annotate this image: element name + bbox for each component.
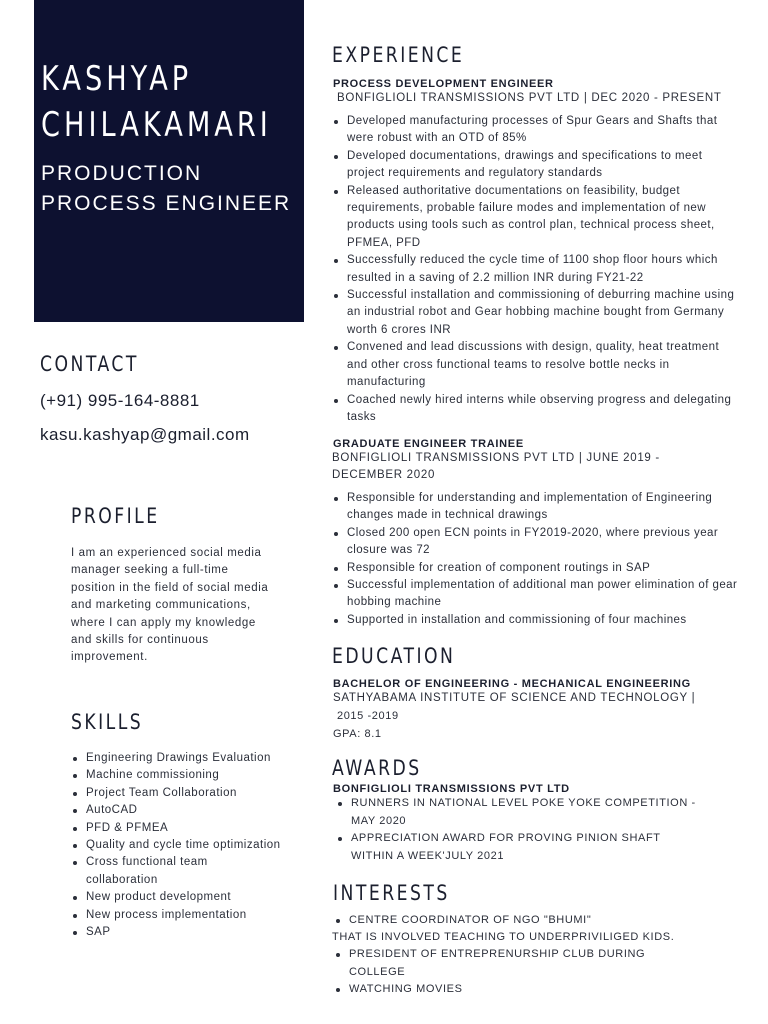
interests-heading: INTERESTS: [333, 881, 450, 905]
list-item: Supported in installation and commissioning of four machines: [333, 612, 743, 629]
job-org: BONFIGLIOLI TRANSMISSIONS PVT LTD | DEC 2020 - PRESENT: [337, 92, 722, 104]
list-item: Convened and lead discussions with design, quality, heat treatment and other cross functional teams to resolve bottle necks in manufacturing: [333, 339, 743, 391]
education-years: 2015 -2019: [337, 710, 399, 722]
list-item: Successful installation and commissioning of deburring machine using an industrial robot and Gear hobbing machine bought from Germany worth 6 crores INR: [333, 287, 743, 339]
list-item: Responsible for creation of component routings in SAP: [333, 560, 743, 577]
list-item: WATCHING MOVIES: [335, 981, 665, 999]
education-heading: EDUCATION: [332, 644, 456, 668]
list-item: Engineering Drawings Evaluation: [72, 750, 282, 767]
interest-continuation: THAT IS INVOLVED TEACHING TO UNDERPRIVILIGED KIDS.: [332, 931, 675, 943]
email-address: kasu.kashyap@gmail.com: [40, 425, 250, 444]
education-gpa: GPA: 8.1: [333, 728, 382, 740]
skills-list: [72, 750, 282, 941]
first-name: KASHYAP: [41, 59, 193, 99]
interests-list-1: [335, 912, 715, 930]
job-org: BONFIGLIOLI TRANSMISSIONS PVT LTD | JUNE 2019 - DECEMBER 2020: [332, 452, 660, 482]
contact-heading: CONTACT: [40, 352, 139, 376]
profile-heading: PROFILE: [71, 504, 160, 528]
list-item: Successful implementation of additional man power elimination of gear hobbing machine: [333, 577, 743, 612]
skills-heading: SKILLS: [71, 710, 144, 734]
list-item: AutoCAD: [72, 802, 282, 819]
interests-list-2: [335, 946, 665, 999]
job-bullets: [333, 113, 743, 426]
list-item: Coached newly hired interns while observing progress and delegating tasks: [333, 392, 743, 427]
job-title: PROCESS DEVELOPMENT ENGINEER: [333, 78, 554, 90]
list-item: RUNNERS IN NATIONAL LEVEL POKE YOKE COMPETITION - MAY 2020: [337, 795, 697, 830]
awards-org: BONFIGLIOLI TRANSMISSIONS PVT LTD: [333, 783, 570, 795]
institute-name: SATHYABAMA INSTITUTE OF SCIENCE AND TECHNOLOGY |: [333, 692, 696, 704]
phone-number: (+91) 995-164-8881: [40, 391, 200, 410]
list-item: New process implementation: [72, 907, 282, 924]
list-item: Responsible for understanding and implementation of Engineering changes made in technical drawings: [333, 490, 743, 525]
list-item: Released authoritative documentations on feasibility, budget requirements, probable failure modes and implementation of new products using tools such as control plan, technical process sheet, PFMEA, PFD: [333, 183, 743, 253]
experience-heading: EXPERIENCE: [332, 43, 465, 67]
degree-title: BACHELOR OF ENGINEERING - MECHANICAL ENGINEERING: [333, 678, 691, 690]
awards-heading: AWARDS: [332, 756, 422, 780]
list-item: PRESIDENT OF ENTREPRENURSHIP CLUB DURING COLLEGE: [335, 946, 665, 981]
last-name: CHILAKAMARI: [41, 105, 272, 145]
list-item: Cross functional team collaboration: [72, 854, 282, 889]
job-bullets: [333, 490, 743, 629]
job-title-line1: PRODUCTION: [41, 162, 203, 185]
list-item: Closed 200 open ECN points in FY2019-2020, where previous year closure was 72: [333, 525, 743, 560]
name-header-block: [34, 0, 304, 322]
list-item: Machine commissioning: [72, 767, 282, 784]
list-item: Developed documentations, drawings and specifications to meet project requirements and regulatory standards: [333, 148, 743, 183]
awards-list: [337, 795, 697, 865]
list-item: New product development: [72, 889, 282, 906]
list-item: CENTRE COORDINATOR OF NGO "BHUMI": [335, 912, 715, 930]
list-item: Project Team Collaboration: [72, 785, 282, 802]
list-item: SAP: [72, 924, 282, 941]
profile-text: I am an experienced social media manager seeking a full-time position in the field of social media and marketing communications, where I can apply my knowledge and skills for continuous improvement.: [71, 547, 269, 664]
job-title-line2: PROCESS ENGINEER: [41, 192, 292, 215]
job-title: GRADUATE ENGINEER TRAINEE: [333, 438, 524, 450]
list-item: APPRECIATION AWARD FOR PROVING PINION SHAFT WITHIN A WEEK'JULY 2021: [337, 830, 697, 865]
list-item: Successfully reduced the cycle time of 1100 shop floor hours which resulted in a saving of 2.2 million INR during FY21-22: [333, 252, 743, 287]
list-item: Quality and cycle time optimization: [72, 837, 282, 854]
list-item: Developed manufacturing processes of Spur Gears and Shafts that were robust with an OTD of 85%: [333, 113, 743, 148]
list-item: PFD & PFMEA: [72, 820, 282, 837]
